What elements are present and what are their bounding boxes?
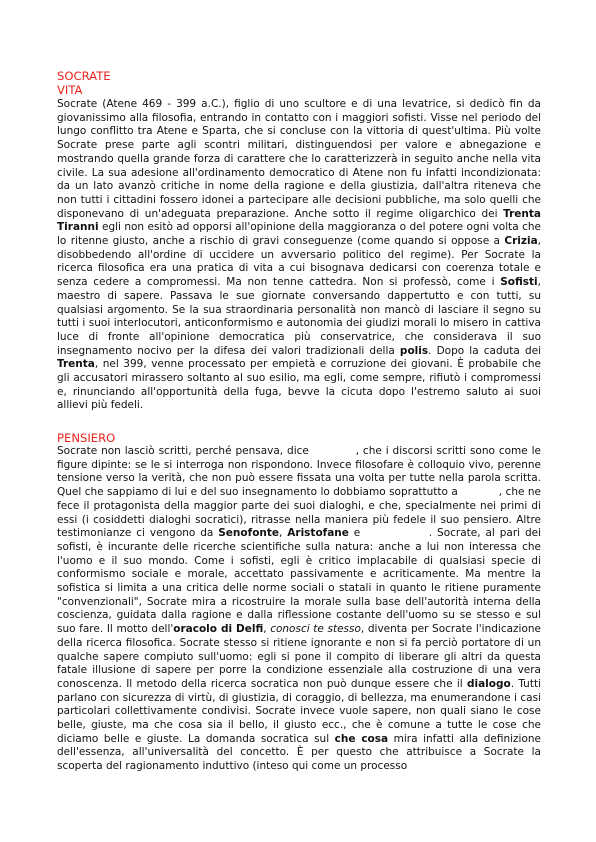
- pensiero-bold-term: oracolo di Delfi: [173, 623, 264, 636]
- pensiero-text: , diventa per Socrate l'indicazione della ricerca filosofica. Socrate stesso si ritiene ignorante e non si fa perciò portatore di un qualche sapere compiuto sull'uomo: egli si pone il compito di liberare gli altri da questa fatale illusione di sapere per porre la condizione essenziale alla costruzione di una vera conoscenza. Il metodo della ricerca socratica non può dunque essere che il: [57, 623, 541, 690]
- vita-bold-term: Trenta Tiranni: [57, 207, 541, 234]
- vita-text: , nel 399, venne processato per empietà e corruzione dei giovani. È probabile che gli accusatori mirassero soltanto al suo esilio, ma egli, come sempre, rifiutò i compromessi e, rinunciando all'opportunità della fuga, bevve la cicuta dopo l'estremo saluto ai suoi allievi più fedeli.: [57, 358, 541, 412]
- pensiero-bold-term: Senofonte: [218, 527, 280, 540]
- pensiero-text: mira infatti alla definizione dell'essenza, all'universalità del concetto. È per questo che attribuisce a Socrate la scoperta del ragionamento induttivo (inteso qui come un processo: [57, 732, 541, 773]
- pensiero-text: . Tutti parlano con sicurezza di virtù, di giustizia, di coraggio, di bellezza, ma enumerandone i casi particolari collettivamente condivisi. Socrate invece vuole sapere, non quali siano le cose belle, giuste, ma che cosa sia il bello, il giusto ecc., che è comune a tutte le cose che diciamo belle e giuste. La domanda socratica sul: [57, 677, 541, 745]
- pensiero-text: e . Socrate, al pari dei sofisti, è incurante delle ricerche scientifiche sulla natura: anche a lui non interessa che l'uomo e il suo mondo. Come i sofisti, egli è critico implacabile di qualsiasi specie di conformismo sociale e morale, accettato passivamente e acriticamente. Ma mentre la sofistica si limita a una critica delle norme sociali o statali in quanto le ritiene puramente "convenzionali", Socrate mira a ricostruire la morale sulla base dell'autorità interna della coscienza, guidata dalla ragione e dalla riflessione costante dell'uomo su se stesso e sul suo fare. Il motto dell': [57, 527, 545, 636]
- pensiero-bold-term: Aristofane: [287, 527, 349, 540]
- pensiero-italic-motto: conosci te stesso: [270, 623, 361, 636]
- vita-heading: VITA: [57, 83, 83, 97]
- vita-text: egli non esitò ad opporsi all'opinione della maggioranza o del potere ogni volta che lo ritenne giusto, anche a rischio di gravi conseguenze (come quando si oppose a: [57, 221, 541, 248]
- title-heading: SOCRATE: [57, 69, 111, 83]
- vita-text: , maestro di sapere. Passava le sue giornate conversando dappertutto e con tutti, su qualsiasi argomento. Se la sua straordinaria personalità non mancò di lasciare il segno su tutti i suoi interlocutori, anticonformismo e autonomia dei giudizi morali lo misero in cattiva luce di fronte all'opinione democratica più conservatrice, che considerava il suo insegnamento nocivo per la difesa dei valori tradizionali della: [57, 276, 541, 357]
- vita-bold-term: Trenta: [57, 358, 95, 371]
- vita-text: Socrate (Atene 469 - 399 a.C.), figlio di uno scultore e di una levatrice, si dedicò fin da giovanissimo alla filosofia, entrando in contatto con i maggiori sofisti. Visse nel periodo del lungo conflitto tra Atene e Sparta, che si concluse con la vittoria di quest'ultima. Più volte Socrate prese parte agli scontri militari, distinguendosi per valore e abnegazione e mostrando quella grande forza di carattere che lo caratterizzerà in seguito anche nella vita civile. La sua adesione all'ordinamento democratico di Atene non fu infatti incondizionata: da un lato avanzò critiche in nome della ragione e della giustizia, dall'altra riteneva che non tutti i cittadini fossero idonei a partecipare alle decisioni pubbliche, ma solo quelli che disponevano di un'adeguata preparazione. Anche sotto il regime oligarchico dei: [57, 98, 541, 220]
- pensiero-text: Socrate non lasciò scritti, perché pensava, dice , che i discorsi scritti sono come le figure dipinte: se le si interroga non rispondono. Invece filosofare è colloquio vivo, perenne tensione verso la verità, che non può essere fissata una volta per tutte nella parola scritta. Quel che sappiamo di lui e del suo insegnamento lo dobbiamo soprattutto a , che ne fece il protagonista della maggior parte dei suoi dialoghi, e che, specialmente nei primi di essi (i cosiddetti dialoghi socratici), ritrasse nella maniera più fedele il suo pensiero. Altre testimonianze ci vengono da: [57, 445, 545, 540]
- vita-text: . Dopo la caduta dei: [428, 344, 541, 357]
- pensiero-text: ,: [263, 623, 271, 636]
- pensiero-text: ,: [279, 527, 288, 540]
- vita-bold-term: Sofisti: [500, 276, 538, 289]
- pensiero-bold-term: che cosa: [334, 732, 389, 745]
- pensiero-bold-term: dialogo: [466, 677, 511, 690]
- pensiero-paragraph: [57, 445, 545, 774]
- vita-paragraph: [57, 98, 541, 413]
- vita-bold-term: polis: [399, 344, 429, 357]
- vita-bold-term: Crizia: [504, 235, 538, 248]
- vita-text: , disobbedendo all'ordine di uccidere un avversario politico del regime). Per Socrate la ricerca filosofica era una pratica di vita a cui bisognava dedicarsi con coerenza totale e senza cedere a compromessi. Ma non tenne cattedra. Non si professò, come i: [57, 235, 541, 289]
- pensiero-heading: PENSIERO: [57, 431, 116, 445]
